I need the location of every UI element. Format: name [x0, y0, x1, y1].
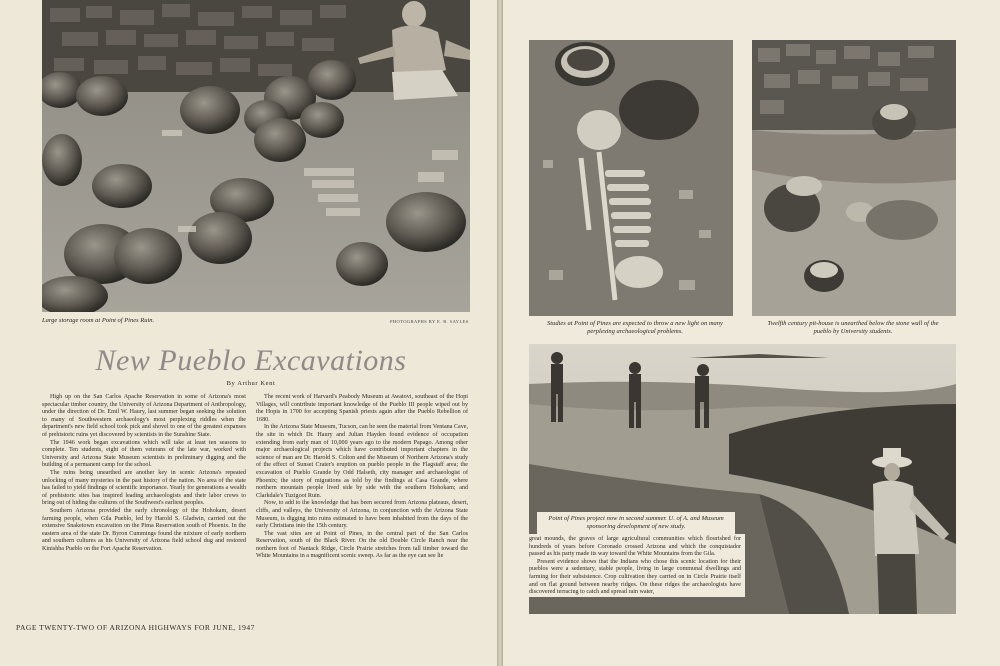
paragraph: High up on the San Carlos Apache Reservation in some of Arizona's most spectacular timber country, the University of Arizona Department of Anthropology, under the direction of Dr. Emil W. Haury, last summer began seeking the solution to many of Southwestern archaeology's most perplexing riddles when the department's new field school took pick and shovel to one of the greatest expanses of prehistoric ruins yet discovered by scientists in the Sunshine State.: [42, 394, 246, 438]
text-column-2: [256, 394, 468, 561]
storage-room-caption: Large storage room at Point of Pines Ruin.: [42, 317, 155, 324]
paragraph: Now, to add to the knowledge that has been secured from Arizona plateaus, desert, cliffs, and valleys, the University of Arizona, in conjunction with the Arizona State Museum, is digging into ruins estimated to have been inhabited from the days of the early Christians into the 15th century.: [256, 500, 468, 530]
storage-room-photo: [42, 0, 470, 312]
paragraph: Present evidence shows that the Indians who chose this scenic location for their pueblos were a sedentary, stable people, living in large communal dwellings and farming for their subsistence. Crop cultivation they carried on in Circle Prairie itself and on flat ground between nearby ridges. On these ridges the archaeologists have discovered terracing to catch and spread rain water,: [529, 558, 741, 596]
right-text-column: [525, 534, 745, 597]
right-page: [503, 0, 1000, 666]
article-title: New Pueblo Excavations: [95, 344, 407, 377]
paragraph: In the Arizona State Museum, Tucson, can be seen the material from Ventana Cave, the site in which Dr. Haury and Julian Hayden found evidence of occupation extending from early man of 10,000 years ago to the modern Papago. Among other major archaeological projects which have contributed important chapters in the science of man are Dr. Harold S. Colton and the Museum of Northern Arizona's study of the effect of Sunset Crater's eruption on pueblo people in the Flagstaff area; the excavation of Pueblo Grande by Odd Halseth, city manager and archaeologist of Phoenix; the story of migrations as told by the findings at Casa Grande, where northern mountain people lived side by side with the southern Hohokam; and Clarkdale's Tuzigoot Ruin.: [256, 424, 468, 499]
page-folio: PAGE TWENTY-TWO OF ARIZONA HIGHWAYS FOR JUNE, 1947: [16, 623, 255, 632]
byline: By Arthur Kent: [226, 380, 276, 387]
skeleton-caption: Studies at Point of Pines are expected to throw a new light on many perplexing archaeological problems.: [547, 320, 723, 336]
paragraph: great mounds, the graves of large agricultural communities which flourished for hundreds of years before Coronado crossed Arizona and which the conquistador passed as his party made its way toward the White Mountains from the Gila.: [529, 536, 741, 558]
paragraph: Southern Arizona provided the early chronology of the Hohokam, desert farming people, when Gila Pueblo, led by Harold S. Gladwin, carried out the extensive Snaketown excavation on the Pima Reservation south of Phoenix. In the eastern area of the state Dr. Byron Cummings found the mixture of early northern and southern cultures as his University of Arizona field school dug and restored Kinishba Pueblo on the Fort Apache Reservation.: [42, 507, 246, 552]
left-page: [0, 0, 497, 666]
photo-credit: PHOTOGRAPHS BY E. B. SAYLES: [390, 319, 469, 324]
paragraph: The recent work of Harvard's Peabody Museum at Awatovi, southeast of the Hopi Villages, will contribute important knowledge of the Pueblo III people wiped out by the Hopis in 1700 for accepting Spanish priests again after the Pueblo Rebellion of 1680.: [256, 394, 468, 423]
text-column-1: [42, 394, 246, 553]
skeleton-photo: [529, 40, 733, 316]
paragraph: The vast sites are at Point of Pines, in the central part of the San Carlos Reservation, south of the Black River. On the old Double Circle Ranch near the northern foot of Nantack Ridge, Circle Prairie stretches from tall timber toward the White Mountains in a magnificent scenic sweep. As far as the eye can see lie: [256, 530, 468, 560]
paragraph: The 1946 work began excavations which will take at least ten seasons to complete. Ten students, eight of them veterans of the late war, worked with University and Arizona State Museum scientists in preliminary digging and the building of a permanent camp for the school.: [42, 439, 246, 469]
paragraph: The ruins being unearthed are another key in scenic Arizona's repeated unlocking of many mysteries in the past history of the nation. No area of the state has failed to yield findings of scientific importance. Yearly for generations a wealth of prehistoric sites has inspired leading archaeologists and their labor crews to bring out of hiding the cultures of the Southwest's earliest peoples.: [42, 469, 246, 507]
pithouse-caption: Twelfth century pit-house is unearthed below the stone wall of the pueblo by University students.: [767, 320, 939, 336]
pithouse-photo: [752, 40, 956, 316]
dig-site-caption: Point of Pines project now in second summer. U. of A. and Museum sponsoring development of new study.: [537, 512, 735, 534]
